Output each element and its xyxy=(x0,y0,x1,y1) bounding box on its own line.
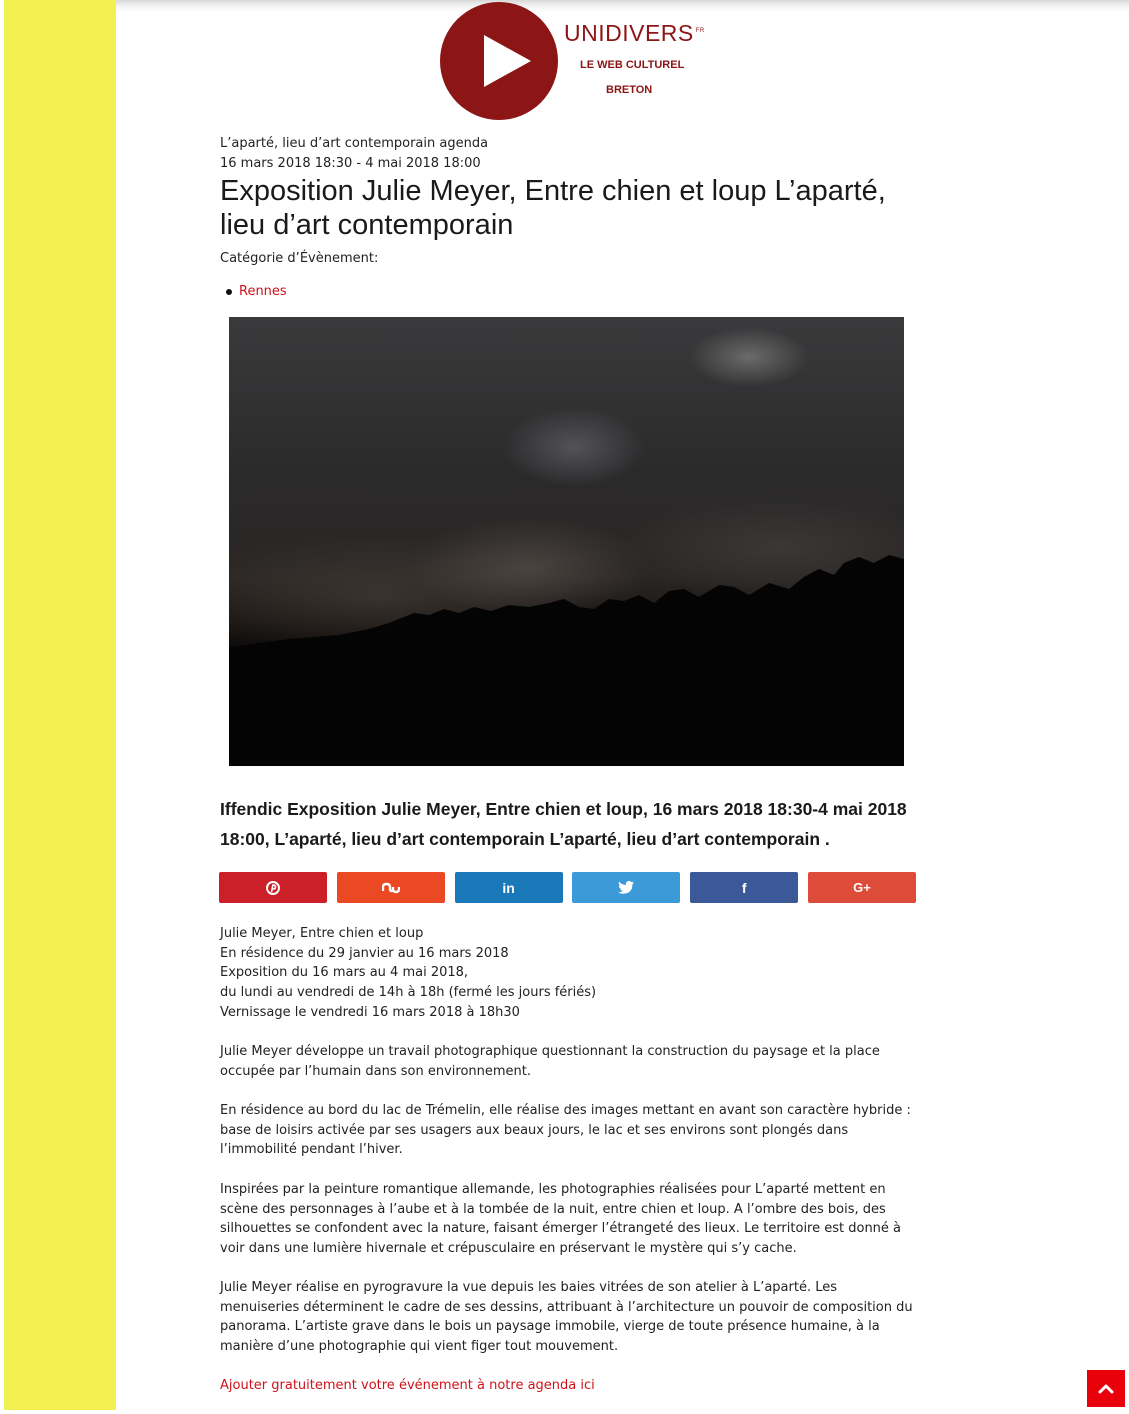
google-plus-icon: G+ xyxy=(853,880,871,895)
chevron-up-icon xyxy=(1098,1384,1114,1394)
event-date-range: 16 mars 2018 18:30 - 4 mai 2018 18:00 xyxy=(220,156,481,171)
play-icon xyxy=(440,2,558,120)
body-paragraph: En résidence au bord du lac de Trémelin, elle réalise des images mettant en avant son caractère hybride : base de loisirs activée par ses usagers aux beaux jours, le lac et ses environs sont plongés dans l’immobilité pendant l’hiver. xyxy=(220,1103,911,1158)
info-line: du lundi au vendredi de 14h à 18h (fermé les jours fériés) xyxy=(220,985,597,1001)
event-info xyxy=(220,924,920,1023)
add-event-link[interactable]: Ajouter gratuitement votre événement à notre agenda ici xyxy=(220,1378,595,1393)
body-paragraph: Julie Meyer réalise en pyrogravure la vue depuis les baies vitrées de son atelier à L’aparté. Les menuiseries déterminent le cadre de ses dessins, attribuant à l’architecture un pouvoir de composition du panorama. L’artiste grave dans le bois un paysage immobile, vierge de toute présence humaine, à la manière d’une photographie qui vient figer tout mouvement. xyxy=(220,1280,913,1355)
info-line: Exposition du 16 mars au 4 mai 2018, xyxy=(220,965,469,981)
share-stumbleupon-button[interactable] xyxy=(337,872,445,903)
yellow-sidebar xyxy=(4,0,116,1410)
share-bar xyxy=(219,872,916,903)
bullet-icon xyxy=(226,289,232,295)
info-line: Vernissage le vendredi 16 mars 2018 à 18h30 xyxy=(220,1004,520,1020)
info-line: En résidence du 29 janvier au 16 mars 2018 xyxy=(220,945,509,961)
linkedin-icon: in xyxy=(502,879,515,896)
category-link-rennes[interactable]: Rennes xyxy=(239,284,287,299)
site-logo[interactable] xyxy=(438,2,708,122)
category-list xyxy=(226,284,287,299)
category-item xyxy=(226,284,287,299)
event-photo xyxy=(229,317,904,766)
event-lead: Iffendic Exposition Julie Meyer, Entre chien et loup, 16 mars 2018 18:30-4 mai 2018 18:00, L’aparté, lieu d’art contemporain L’aparté, lieu d’art contemporain . xyxy=(220,799,907,849)
logo-tagline-2: BRETON xyxy=(606,84,653,96)
share-twitter-button[interactable] xyxy=(572,872,680,903)
logo-tagline-1: LE WEB CULTUREL xyxy=(580,59,685,71)
body-paragraph: Julie Meyer développe un travail photographique questionnant la construction du paysage et la place occupée par l’humain dans son environnement. xyxy=(220,1044,880,1079)
share-linkedin-button[interactable] xyxy=(455,872,563,903)
page-title: Exposition Julie Meyer, Entre chien et loup L’aparté, lieu d’art contemporain xyxy=(220,175,886,241)
pinterest-icon xyxy=(266,881,280,895)
category-label: Catégorie d’Évènement: xyxy=(220,251,379,266)
back-to-top-button[interactable] xyxy=(1087,1370,1125,1407)
stumbleupon-icon xyxy=(382,882,400,894)
logo-brand: UNIDIVERS $^{FR}$ xyxy=(564,20,705,46)
share-googleplus-button[interactable] xyxy=(808,872,916,903)
venue-agenda: L’aparté, lieu d’art contemporain agenda xyxy=(220,136,489,151)
facebook-icon: f xyxy=(741,879,747,896)
body-paragraph: Inspirées par la peinture romantique allemande, les photographies réalisées pour L’aparté mettent en scène des personnages à l’aube et à la tombée de la nuit, entre chien et loup. A l’ombre des bois, des silhouettes se confondent avec la nature, faisant émerger l’étrangeté des lieux. Le territoire est donné à voir dans une lumière hivernale et crépusculaire en préservant le mystère qui s’y cache. xyxy=(220,1182,902,1257)
share-pinterest-button[interactable] xyxy=(219,872,327,903)
info-line: Julie Meyer, Entre chien et loup xyxy=(220,926,424,941)
twitter-icon xyxy=(618,881,634,894)
share-facebook-button[interactable] xyxy=(690,872,798,903)
